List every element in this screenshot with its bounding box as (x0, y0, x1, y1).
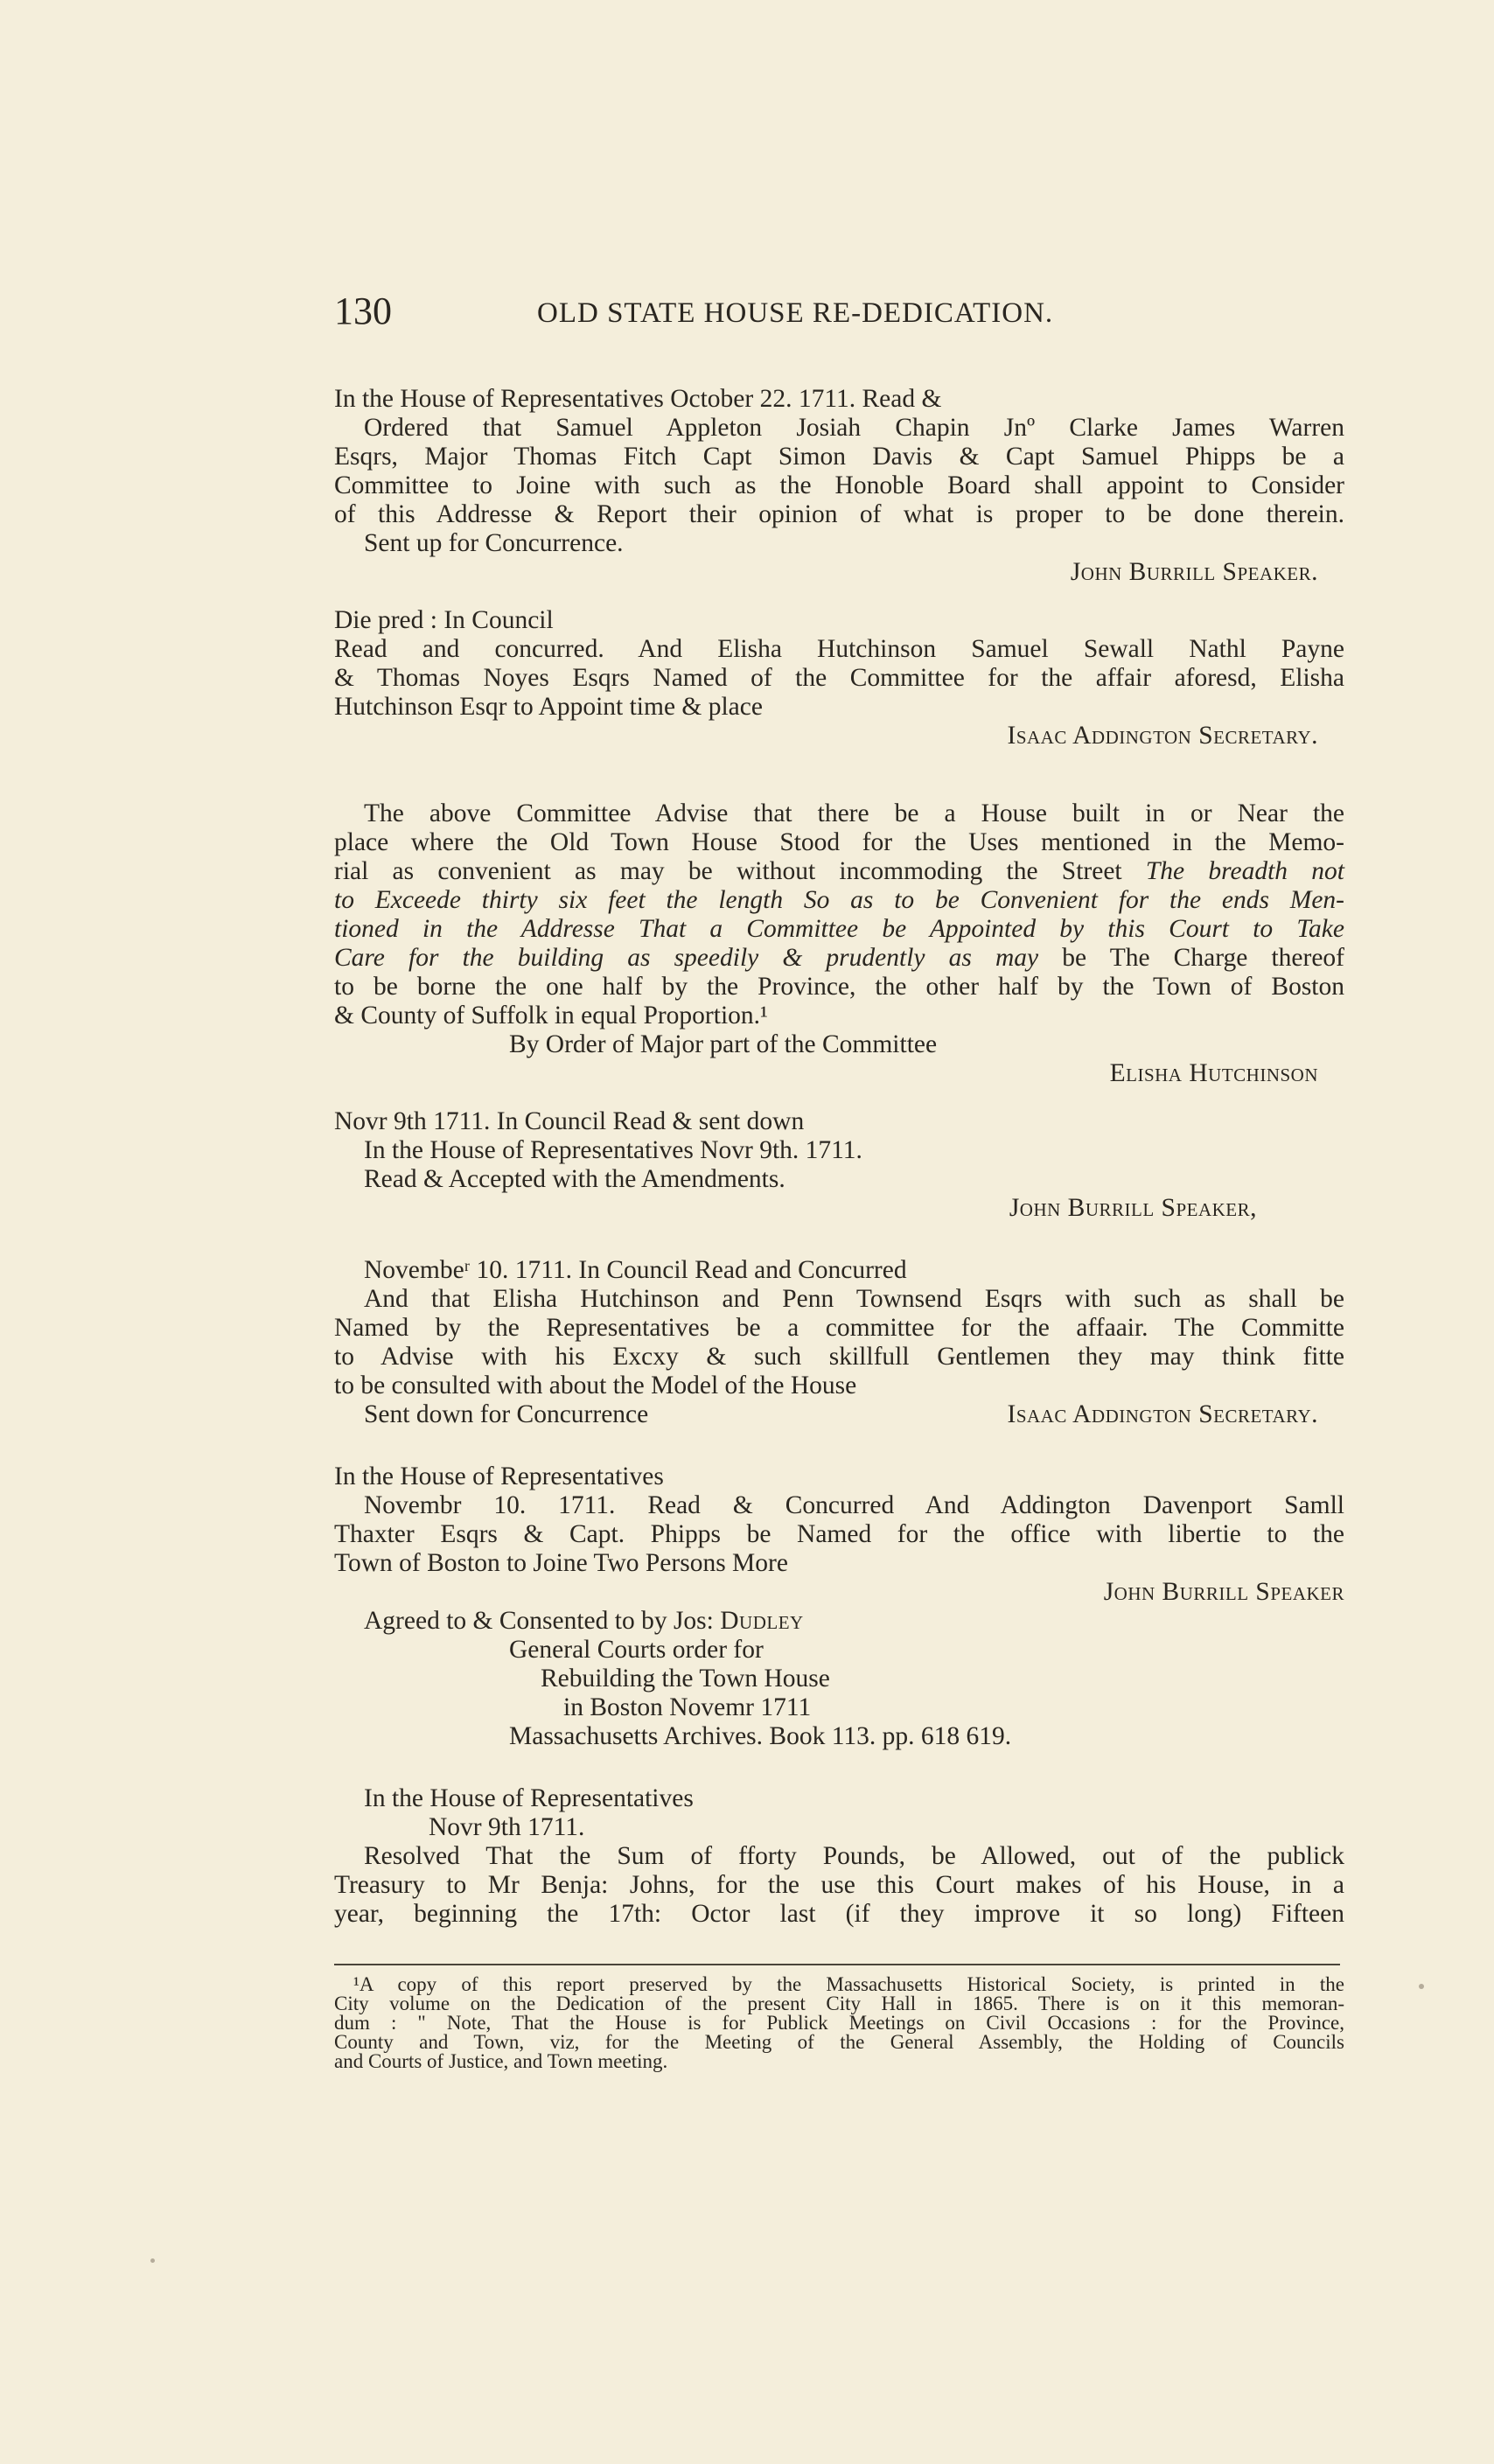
text-line: Novembeʳ 10. 1711. In Council Read and Concurred (364, 1256, 907, 1284)
text-line (334, 915, 1344, 944)
page-number: 130 (334, 290, 392, 332)
text-line: Thaxter Esqrs & Capt. Phipps be Named for the office with libertie to the (334, 1520, 1344, 1548)
signature-john-burrill: John Burrill Speaker (1103, 1578, 1344, 1606)
text-line: Resolved That the Sum of fforty Pounds, be Allowed, out of the publick (364, 1842, 1344, 1870)
footnote-line: dum : " Note, That the House is for Publick Meetings on Civil Occasions : for the Province, (334, 2012, 1344, 2034)
text-line: Committee to Joine with such as the Honoble Board shall appoint to Consider (334, 471, 1344, 499)
text-line: Die pred : In Council (334, 606, 554, 634)
text-line: place where the Old Town House Stood for the Uses mentioned in the Memo- (334, 828, 1344, 856)
signature-isaac-addington: Isaac Addington Secretary. (1007, 1400, 1318, 1428)
signature-dudley: Dudley (720, 1607, 804, 1635)
text-line: to be borne the one half by the Province, the other half by the Town of Boston (334, 973, 1344, 1001)
italic-run: The breadth not (1145, 857, 1344, 885)
page-header (334, 289, 1174, 341)
footnote (334, 1975, 1344, 2071)
text-line: year, beginning the 17th: Octor last (if they improve it so long) Fifteen (334, 1900, 1344, 1928)
text-line: of this Addresse & Report their opinion of what is proper to be done therein. (334, 500, 1344, 528)
text-line: Novembr 10. 1711. Read & Concurred And Addington Davenport Samll (364, 1491, 1344, 1519)
italic-run: Care for the building as speedily & prudently as may (334, 944, 1039, 972)
italic-run: tioned in the Addresse That a Committee be Appointed by this Court to Take (334, 915, 1344, 943)
footnote-line: County and Town, viz, for the Meeting of the General Assembly, the Holding of Councils (334, 2031, 1344, 2053)
italic-run: to Exceede thirty six feet the length So as to be Convenient for the ends Men- (334, 886, 1344, 914)
signature-elisha-hutchinson: Elisha Hutchinson (1109, 1059, 1318, 1087)
section-house-oct-22 (334, 385, 1344, 587)
section-committee-advice (334, 799, 1344, 1088)
footnote-line: ¹A copy of this report preserved by the Massachusetts Historical Society, is printed in the (353, 1973, 1344, 1995)
text-line: In the House of Representatives (334, 1462, 664, 1490)
text-line: to be consulted with about the Model of the House (334, 1372, 857, 1400)
text-line: Novr 9th 1711. In Council Read & sent down (334, 1107, 805, 1135)
text-line: in Boston Novemr 1711 (563, 1693, 812, 1721)
print-speck (150, 2258, 155, 2263)
text-run: be The Charge thereof (1038, 944, 1344, 972)
text-line: In the House of Representatives Novr 9th. 1711. (364, 1136, 862, 1164)
text-run: rial as convenient as may be without incommoding the Street (334, 857, 1146, 885)
footnote-line: City volume on the Dedication of the present City Hall in 1865. There is on it this memoran- (334, 1993, 1344, 2014)
text-line: General Courts order for (509, 1636, 764, 1664)
text-line: Treasury to Mr Benja: Johns, for the use this Court makes of his House, in a (334, 1871, 1344, 1899)
text-line (334, 1400, 1344, 1429)
text-run: Sent down for Concurrence (364, 1400, 649, 1428)
print-speck (1419, 1984, 1424, 1989)
text-line: Esqrs, Major Thomas Fitch Capt Simon Davis & Capt Samuel Phipps be a (334, 443, 1344, 471)
text-line: Town of Boston to Joine Two Persons More (334, 1549, 788, 1577)
text-line: Massachusetts Archives. Book 113. pp. 618 619. (509, 1722, 1012, 1750)
text-line: And that Elisha Hutchinson and Penn Townsend Esqrs with such as shall be (364, 1285, 1344, 1313)
text-line: Read and concurred. And Elisha Hutchinson Samuel Sewall Nathl Payne (334, 635, 1344, 663)
footnote-rule (334, 1964, 1340, 1965)
text-line: & Thomas Noyes Esqrs Named of the Committee for the affair aforesd, Elisha (334, 664, 1344, 692)
text-line: In the House of Representatives October 22. 1711. Read & (334, 385, 942, 413)
text-line: & County of Suffolk in equal Proportion.¹ (334, 1002, 768, 1030)
footnote-line: and Courts of Justice, and Town meeting. (334, 2050, 668, 2072)
signature-john-burrill: John Burrill Speaker, (1009, 1194, 1257, 1222)
section-council-concurrence (334, 606, 1344, 750)
text-run: Agreed to & Consented to by Jos: (364, 1607, 721, 1635)
text-line: Sent up for Concurrence. (364, 529, 624, 557)
text-line: Novr 9th 1711. (429, 1813, 585, 1841)
section-resolution-nov-9 (334, 1784, 1344, 1929)
section-house-nov-10 (334, 1462, 1344, 1751)
signature-john-burrill: John Burrill Speaker. (1070, 558, 1318, 586)
text-line: The above Committee Advise that there be a House built in or Near the (364, 799, 1344, 827)
text-line (334, 1607, 1344, 1636)
section-nov-10-council (334, 1256, 1344, 1429)
text-line: Ordered that Samuel Appleton Josiah Chapin Jnº Clarke James Warren (364, 414, 1344, 442)
signature-isaac-addington: Isaac Addington Secretary. (1007, 722, 1318, 750)
text-line (334, 886, 1344, 915)
text-line: Rebuilding the Town House (541, 1665, 830, 1693)
section-nov-9-council (334, 1107, 1344, 1223)
text-line: Hutchinson Esqr to Appoint time & place (334, 693, 763, 721)
text-line (334, 944, 1344, 973)
running-head: OLD STATE HOUSE RE-DEDICATION. (537, 297, 1054, 329)
text-line: Read & Accepted with the Amendments. (364, 1165, 785, 1193)
body-text (334, 385, 1344, 1929)
text-line (334, 857, 1344, 886)
text-line: Named by the Representatives be a committee for the affaair. The Committe (334, 1314, 1344, 1342)
text-line: In the House of Representatives (364, 1784, 694, 1812)
text-line: to Advise with his Excxy & such skillfull Gentlemen they may think fitte (334, 1343, 1344, 1371)
text-line: By Order of Major part of the Committee (509, 1030, 938, 1058)
